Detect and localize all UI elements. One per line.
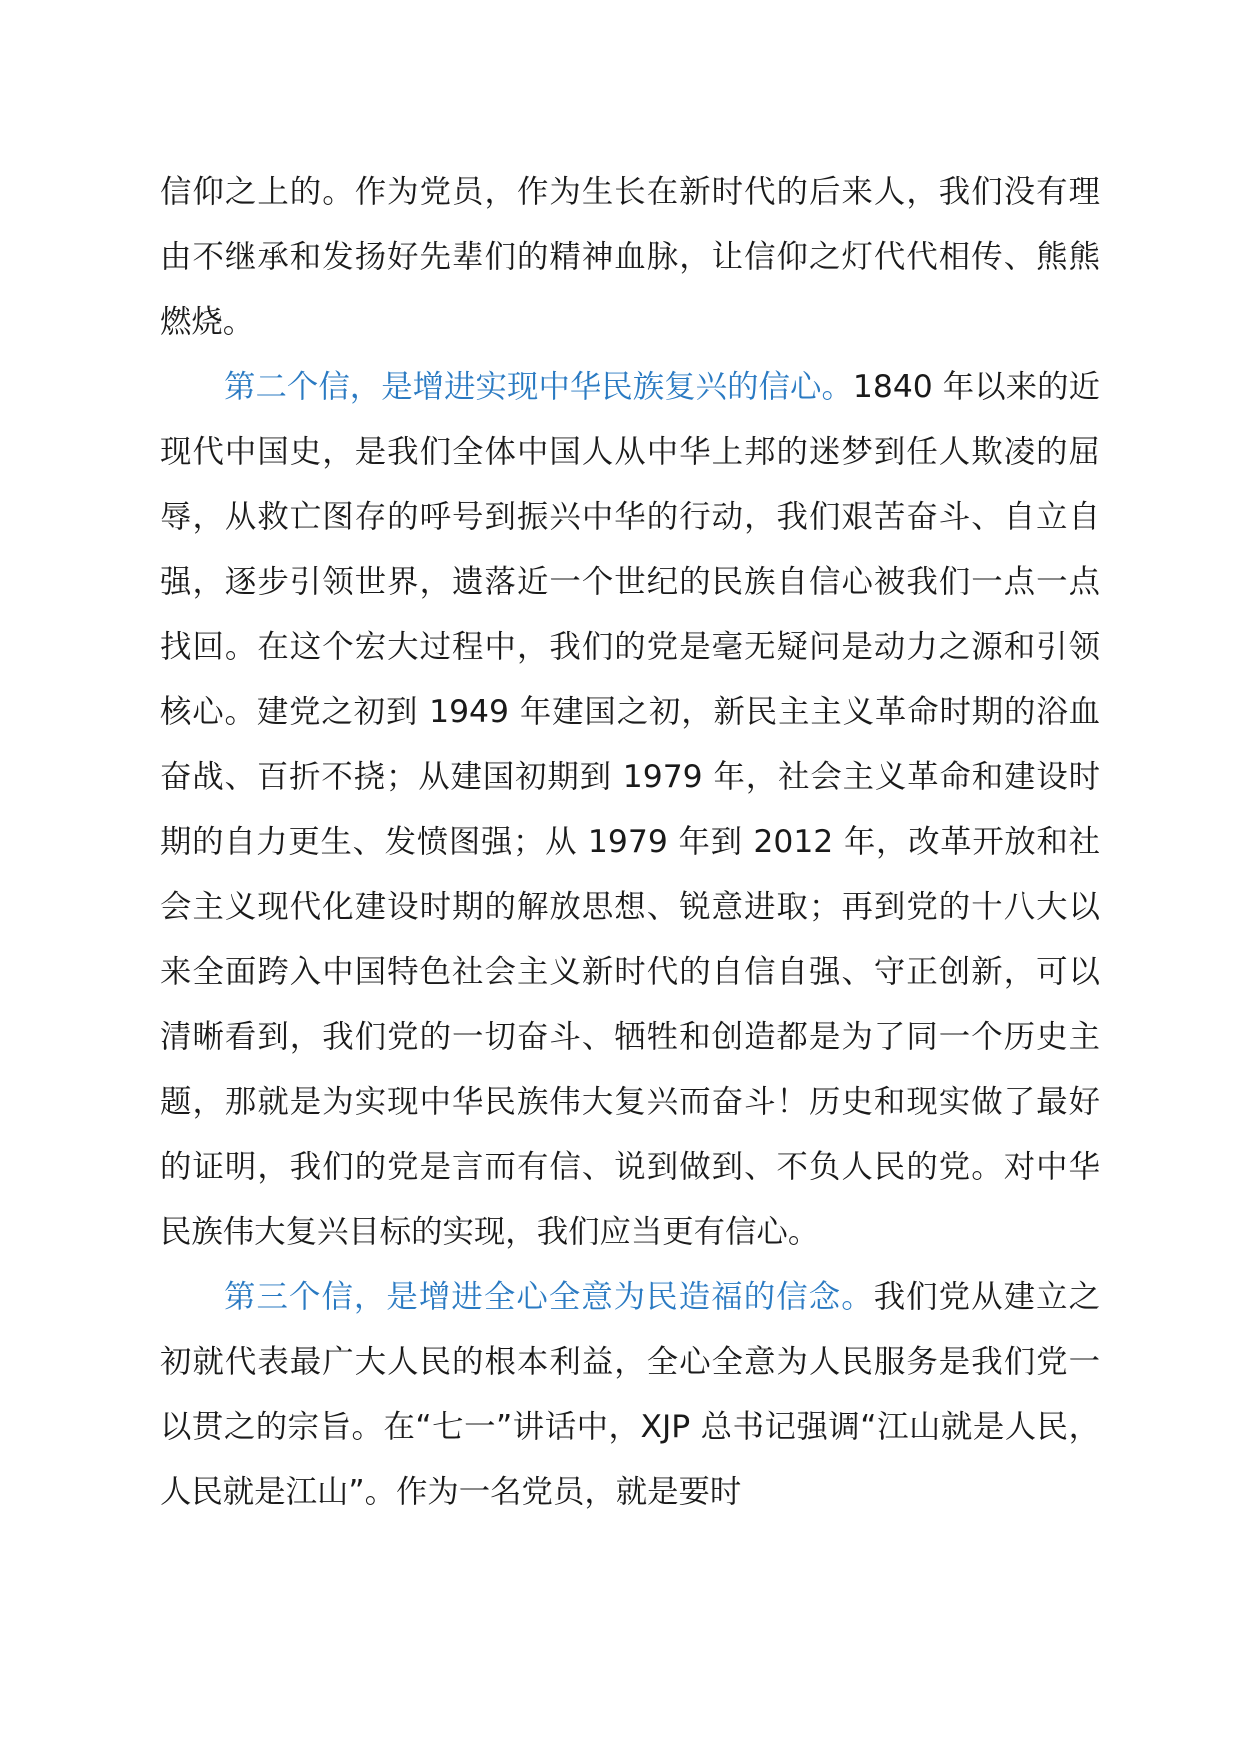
paragraph-heading: 第三个信，是增进全心全意为民造福的信念。 <box>224 1279 874 1315</box>
paragraph-continuation <box>160 160 1100 355</box>
paragraph-body: 信仰之上的。作为党员，作为生长在新时代的后来人，我们没有理由不继承和发扬好先辈们的精神血脉，让信仰之灯代代相传、熊熊燃烧。 <box>160 174 1100 340</box>
paragraph-body: 我们党从建立之初就代表最广大人民的根本利益，全心全意为人民服务是我们党一以贯之的宗旨。在“七一”讲话中，XJP 总书记强调“江山就是人民，人民就是江山”。作为一名党员，就是要时 <box>160 1279 1100 1510</box>
paragraph-body: 1840 年以来的近现代中国史，是我们全体中国人从中华上邦的迷梦到任人欺凌的屈辱，从救亡图存的呼号到振兴中华的行动，我们艰苦奋斗、自立自强，逐步引领世界，遗落近一个世纪的民族自信心被我们一点一点找回。在这个宏大过程中，我们的党是毫无疑问是动力之源和引领核心。建党之初到 1949 年建国之初，新民主主义革命时期的浴血奋战、百折不挠；从建国初期到 1979 年，社会主义革命和建设时期的自力更生、发愤图强；从 1979 年到 2012 年，改革开放和社会主义现代化建设时期的解放思想、锐意进取；再到党的十八大以来全面跨入中国特色社会主义新时代的自信自强、守正创新，可以清晰看到，我们党的一切奋斗、牺牲和创造都是为了同一个历史主题，那就是为实现中华民族伟大复兴而奋斗！历史和现实做了最好的证明，我们的党是言而有信、说到做到、不负人民的党。对中华民族伟大复兴目标的实现，我们应当更有信心。 <box>160 369 1100 1250</box>
paragraph-heading: 第二个信，是增进实现中华民族复兴的信心。 <box>224 369 853 405</box>
document-page <box>160 160 1100 1525</box>
paragraph-third-belief <box>160 1265 1100 1525</box>
paragraph-second-belief <box>160 355 1100 1265</box>
